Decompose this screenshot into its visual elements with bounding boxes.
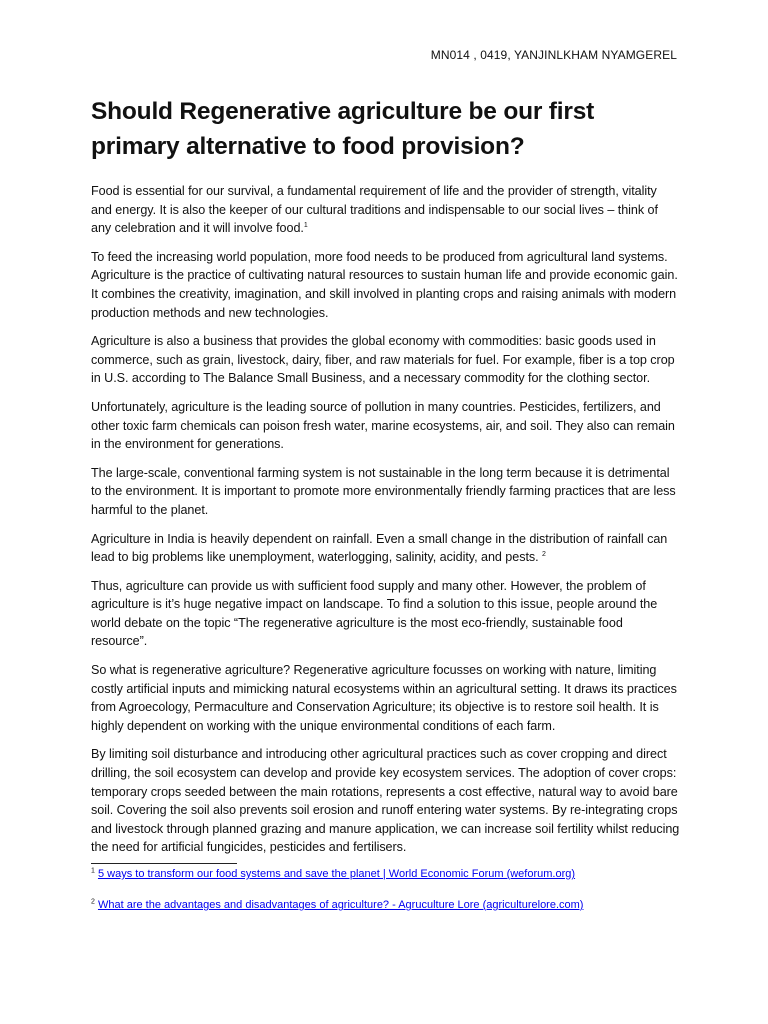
paragraph-text: By limiting soil disturbance and introducing other agricultural practices such as cover cropping and direct drilling, the soil ecosystem can develop and provide key ecosystem services. The adoption of cover crops: temporary crops seeded between the main rotations, represents a cost effective, natural way to avoid bare soil. Covering the soil also prevents soil erosion and runoff entering water systems. By re-integrating crops and livestock through planned grazing and manure application, we can increase soil fertility whilst reducing the need for artificial fungicides, pesticides and fertilisers. [91,747,680,855]
author-header: MN014 , 0419, YANJINLKHAM NYAMGEREL [430,48,677,62]
paragraph-4 [91,398,681,454]
paragraph-6 [91,530,681,567]
paragraph-9 [91,745,681,857]
footnote-ref: 2 [542,550,546,558]
paragraph-text: Thus, agriculture can provide us with sufficient food supply and many other. However, the problem of agriculture is it’s huge negative impact on landscape. To find a solution to this issue, people around the world debate on the topic “The regenerative agriculture is the most eco-friendly, sustainable food resource”. [91,578,658,649]
paragraph-text: Food is essential for our survival, a fundamental requirement of life and the provider of strength, vitality and energy. It is also the keeper of our cultural traditions and indispensable to our social lives – think of any celebration and it will involve food. [91,184,658,236]
footnote-link[interactable]: 5 ways to transform our food systems and save the planet | World Economic Forum (weforum.org) [97,868,576,880]
footnote-number: 2 [91,898,95,906]
paragraph-text: Agriculture is also a business that provides the global economy with commodities: basic goods used in commerce, such as grain, livestock, dairy, fiber, and raw materials for fuel. For example, fiber is a top crop in U.S. according to The Balance Small Business, and a necessary commodity for the clothing sector. [91,334,675,386]
footnote-1 [91,866,681,882]
paragraph-1 [91,182,681,238]
footnote-divider [91,863,237,864]
paragraph-2 [91,248,681,322]
footnote-2 [91,897,681,913]
paragraph-5 [91,464,681,520]
document-body [91,94,681,913]
paragraph-text: Unfortunately, agriculture is the leading source of pollution in many countries. Pesticides, fertilizers, and other toxic farm chemicals can poison fresh water, marine ecosystems, air, and soil. They also can remain in the environment for generations. [91,399,675,452]
paragraph-text: So what is regenerative agriculture? Regenerative agriculture focusses on working with nature, limiting costly artificial inputs and mimicking natural ecosystems within an agricultural setting. It draws its practices from Agroecology, Permaculture and Conservation Agriculture; its objective is to restore soil health. It is highly dependent on working with the unique environmental conditions of each farm. [91,663,677,733]
footnote-link[interactable]: What are the advantages and disadvantages of agriculture? - Agruculture Lore (agriculturelore.com) [97,899,584,911]
paragraph-7 [91,577,681,651]
footnote-number: 1 [91,867,95,875]
document-title: Should Regenerative agriculture be our first primary alternative to food provision? [91,98,595,160]
footnote-ref: 1 [303,222,308,229]
paragraph-text: The large-scale, conventional farming system is not sustainable in the long term because it is detrimental to the environment. It is important to promote more environmentally friendly farming practices that are less harmful to the planet. [91,465,676,517]
paragraph-text: To feed the increasing world population, more food needs to be produced from agricultural land systems. Agriculture is the practice of cultivating natural resources to sustain human life and provide economic gain. It combines the creativity, imagination, and skill involved in planting crops and raising animals with modern production methods and new technologies. [91,249,678,320]
paragraph-3 [91,332,681,388]
paragraph-text: Agriculture in India is heavily dependent on rainfall. Even a small change in the distribution of rainfall can lead to big problems like unemployment, waterlogging, salinity, acidity, and pests. [91,531,668,565]
paragraph-8 [91,661,681,735]
